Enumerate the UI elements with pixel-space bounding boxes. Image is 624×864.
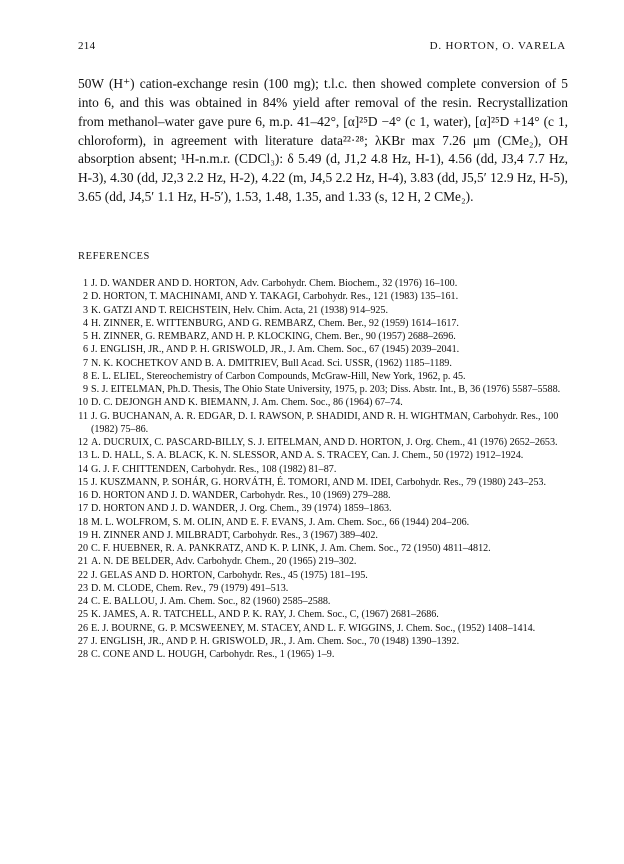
reference-text: E. J. BOURNE, G. P. MCSWEENEY, M. STACEY, AND L. F. WIGGINS, J. Chem. Soc., (1952) 1408–1414. [91, 622, 536, 634]
reference-text: D. M. CLODE, Chem. Rev., 79 (1979) 491–513. [91, 582, 289, 594]
reference-text: A. DUCRUIX, C. PASCARD-BILLY, S. J. EITELMAN, AND D. HORTON, J. Org. Chem., 41 (1976) 2652–2653. [91, 437, 558, 448]
reference-item [78, 383, 570, 396]
reference-item [78, 502, 570, 515]
reference-number: 2 [82, 291, 88, 303]
reference-text: D. C. DEJONGH AND K. BIEMANN, J. Am. Chem. Soc., 86 (1964) 67–74. [91, 397, 403, 409]
reference-number: 24 [77, 596, 88, 607]
reference-item [78, 476, 570, 489]
reference-number: 22 [77, 569, 88, 581]
body-paragraph: 50W (H⁺) cation-exchange resin (100 mg); t.l.c. then showed complete conversion of 5 into 6, and this was obtained in 84% yield after removal of the resin. Recrystallization from methanol–water gave pure 6, m.p. 41–42°, [α]²⁵D −4° (c 1, water), [α]²⁵D +14° (c 1, chloroform), in agreement with literature data²²·²⁸; λKBr max 7.26 μm (CMe₂), OH absorption absent; ¹H-n.m.r. (CDCl₃): δ 5.49 (d, J1,2 4.8 Hz, H-1), 4.56 (dd, J3,4 7.7 Hz, H-3), 4.30 (dd, J2,3 2.2 Hz, H-2), 4.22 (m, J4,5 2.2 Hz, H-4), 3.83 (dd, J5,5′ 12.9 Hz, H-5), 3.65 (dd, J4,5′ 1.1 Hz, H-5′), 1.53, 1.48, 1.35, and 1.33 (s, 12 H, 2 CMe₂). [78, 76, 568, 204]
reference-text: H. ZINNER, E. WITTENBURG, AND G. REMBARZ, Chem. Ber., 92 (1959) 1614–1617. [91, 317, 459, 329]
reference-text: H. ZINNER AND J. MILBRADT, Carbohydr. Res., 3 (1967) 389–402. [91, 529, 378, 541]
reference-item [78, 317, 570, 330]
reference-text: J. ENGLISH, JR., AND P. H. GRISWOLD, JR., J. Am. Chem. Soc., 67 (1945) 2039–2041. [91, 344, 460, 356]
reference-number: 10 [77, 397, 88, 409]
reference-item [78, 635, 570, 648]
reference-text: J. KUSZMANN, P. SOHÁR, G. HORVÁTH, É. TOMORI, AND M. IDEI, Carbohydr. Res., 79 (1980) 243–253. [91, 476, 547, 488]
reference-text: J. GELAS AND D. HORTON, Carbohydr. Res., 45 (1975) 181–195. [91, 569, 368, 581]
reference-number: 4 [82, 317, 88, 329]
references-list [78, 277, 570, 661]
reference-text: J. D. WANDER AND D. HORTON, Adv. Carbohydr. Chem. Biochem., 32 (1976) 16–100. [91, 278, 458, 289]
reference-number: 8 [82, 370, 88, 382]
reference-text: J. G. BUCHANAN, A. R. EDGAR, D. I. RAWSON, P. SHADIDI, AND R. H. WIGHTMAN, Carbohydr. Res., 100 (1982) 75–86. [91, 410, 559, 435]
reference-number: 3 [82, 304, 88, 316]
reference-item [78, 304, 570, 317]
reference-number: 28 [77, 649, 88, 660]
reference-text: L. D. HALL, S. A. BLACK, K. N. SLESSOR, AND A. S. TRACEY, Can. J. Chem., 50 (1972) 1912–1924. [91, 450, 524, 462]
reference-item [78, 410, 570, 437]
reference-number: 20 [77, 543, 88, 554]
reference-text: G. J. F. CHITTENDEN, Carbohydr. Res., 108 (1982) 81–87. [91, 463, 337, 475]
reference-text: J. ENGLISH, JR., AND P. H. GRISWOLD, JR., J. Am. Chem. Soc., 70 (1948) 1390–1392. [91, 635, 460, 647]
reference-number: 17 [77, 503, 88, 515]
reference-number: 19 [77, 529, 88, 541]
page-header [78, 40, 566, 56]
running-title: D. HORTON, O. VARELA [429, 40, 566, 52]
references-heading: REFERENCES [78, 251, 150, 262]
reference-item [78, 622, 570, 635]
reference-item [78, 648, 570, 661]
reference-item [78, 569, 570, 582]
reference-text: C. E. BALLOU, J. Am. Chem. Soc., 82 (1960) 2585–2588. [91, 596, 331, 607]
reference-number: 13 [77, 450, 88, 462]
reference-item [78, 608, 570, 621]
reference-number: 7 [82, 357, 88, 369]
reference-item [78, 463, 570, 476]
reference-number: 14 [77, 463, 88, 475]
reference-item [78, 489, 570, 502]
reference-item [78, 582, 570, 595]
reference-item [78, 516, 570, 529]
page-number: 214 [78, 40, 96, 52]
reference-number: 15 [77, 476, 88, 488]
reference-number: 23 [77, 582, 88, 594]
reference-number: 9 [82, 384, 88, 395]
reference-item [78, 290, 570, 303]
reference-text: M. L. WOLFROM, S. M. OLIN, AND E. F. EVANS, J. Am. Chem. Soc., 66 (1944) 204–206. [91, 516, 470, 528]
reference-item [78, 449, 570, 462]
reference-number: 26 [77, 622, 88, 634]
reference-item [78, 277, 570, 290]
reference-number: 11 [78, 410, 88, 422]
reference-text: S. J. EITELMAN, Ph.D. Thesis, The Ohio State University, 1975, p. 203; Diss. Abstr. Int., B, 36 (1976) 5587–5588. [91, 384, 561, 395]
reference-text: D. HORTON AND J. D. WANDER, J. Org. Chem., 39 (1974) 1859–1863. [91, 503, 392, 515]
reference-item [78, 542, 570, 555]
reference-item [78, 330, 570, 343]
reference-text: D. HORTON AND J. D. WANDER, Carbohydr. Res., 10 (1969) 279–288. [91, 490, 391, 501]
reference-text: K. JAMES, A. R. TATCHELL, AND P. K. RAY, J. Chem. Soc., C, (1967) 2681–2686. [91, 609, 439, 621]
reference-text: A. N. DE BELDER, Adv. Carbohydr. Chem., 20 (1965) 219–302. [91, 556, 357, 568]
reference-text: H. ZINNER, G. REMBARZ, AND H. P. KLOCKING, Chem. Ber., 90 (1957) 2688–2696. [91, 331, 456, 342]
reference-item [78, 436, 570, 449]
reference-item [78, 396, 570, 409]
reference-text: E. L. ELIEL, Stereochemistry of Carbon Compounds, McGraw-Hill, New York, 1962, p. 45. [91, 370, 466, 382]
reference-number: 18 [77, 516, 88, 528]
reference-text: C. F. HUEBNER, R. A. PANKRATZ, AND K. P. LINK, J. Am. Chem. Soc., 72 (1950) 4811–4812. [91, 543, 491, 554]
reference-item [78, 555, 570, 568]
reference-number: 21 [77, 556, 88, 568]
reference-number: 27 [77, 635, 88, 647]
reference-item [78, 595, 570, 608]
reference-number: 12 [77, 437, 88, 448]
reference-text: D. HORTON, T. MACHINAMI, AND Y. TAKAGI, Carbohydr. Res., 121 (1983) 135–161. [91, 291, 459, 303]
reference-item [78, 370, 570, 383]
reference-item [78, 529, 570, 542]
reference-number: 25 [77, 609, 88, 621]
reference-number: 1 [82, 278, 88, 289]
reference-number: 16 [77, 490, 88, 501]
reference-number: 5 [82, 331, 88, 342]
reference-text: K. GATZI AND T. REICHSTEIN, Helv. Chim. Acta, 21 (1938) 914–925. [91, 304, 388, 316]
reference-text: N. K. KOCHETKOV AND B. A. DMITRIEV, Bull Acad. Sci. USSR, (1962) 1185–1189. [91, 357, 452, 369]
reference-item [78, 343, 570, 356]
reference-number: 6 [82, 344, 88, 356]
reference-text: C. CONE AND L. HOUGH, Carbohydr. Res., 1 (1965) 1–9. [91, 649, 335, 660]
reference-item [78, 357, 570, 370]
